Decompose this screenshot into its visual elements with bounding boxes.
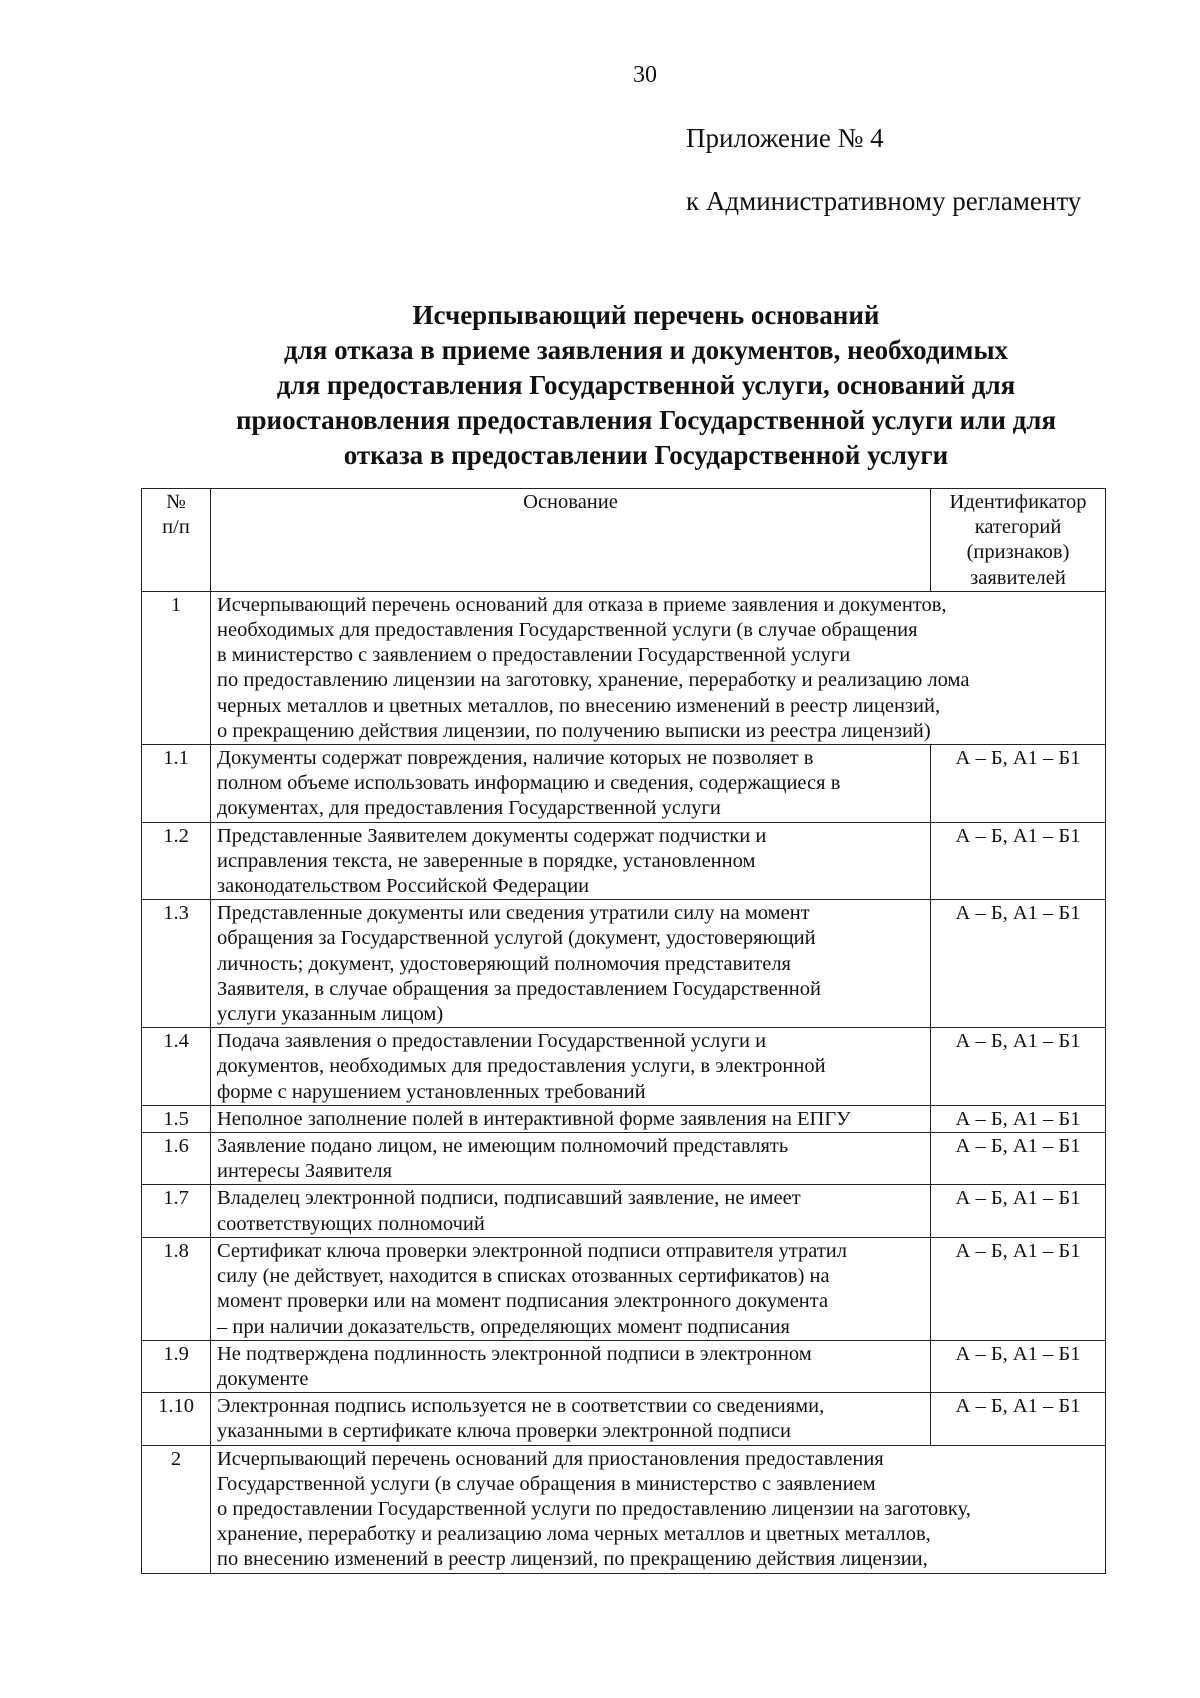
basis-cell: [211, 822, 931, 900]
section-heading-cell: [211, 591, 1106, 744]
title-line: для отказа в приеме заявления и документов, необходимых: [283, 335, 1009, 365]
basis-cell: [211, 745, 931, 823]
title-line: отказа в предоставлении Государственной услуги: [343, 440, 949, 470]
row-number: 1.10: [142, 1393, 211, 1445]
basis-line: необходимых для предоставления Государственной услуги (в случае обращения: [217, 619, 918, 642]
table-row: [142, 1133, 1106, 1185]
basis-line: интересы Заявителя: [217, 1160, 393, 1183]
basis-cell: [211, 1393, 931, 1445]
grounds-table: [141, 488, 1106, 1574]
applicant-category-cell: А – Б, А1 – Б1: [931, 900, 1106, 1028]
basis-line: Заявление подано лицом, не имеющим полномочий представлять: [217, 1135, 789, 1158]
table-row: [142, 1105, 1106, 1132]
appendix-label: Приложение № 4: [686, 123, 884, 153]
basis-line: Представленные Заявителем документы содержат подчистки и: [217, 824, 767, 847]
row-number: 1.3: [142, 900, 211, 1028]
title-line: Исчерпывающий перечень оснований: [412, 300, 880, 330]
table-row: [142, 591, 1106, 744]
table-row: [142, 1340, 1106, 1392]
applicant-category-cell: А – Б, А1 – Б1: [931, 1340, 1106, 1392]
basis-line: Государственной услуги (в случае обращения в министерство с заявлением: [217, 1472, 876, 1495]
basis-line: услуги указанным лицом): [217, 1003, 444, 1026]
basis-line: Представленные документы или сведения утратили силу на момент: [217, 902, 810, 925]
basis-line: Электронная подпись используется не в соответствии со сведениями,: [217, 1395, 825, 1418]
basis-line: исправления текста, не заверенные в порядке, установленном: [217, 849, 756, 872]
applicant-category-cell: А – Б, А1 – Б1: [931, 1393, 1106, 1445]
row-number: 1.1: [142, 745, 211, 823]
title-line: приостановления предоставления Государственной услуги или для: [235, 405, 1057, 435]
appendix-reference: к Административному регламенту: [686, 186, 1082, 216]
applicant-category-cell: А – Б, А1 – Б1: [931, 1133, 1106, 1185]
basis-line: хранение, переработку и реализацию лома черных металлов и цветных металлов,: [217, 1523, 931, 1546]
applicant-category-cell: А – Б, А1 – Б1: [931, 1105, 1106, 1132]
basis-cell: [211, 1028, 931, 1106]
header-number: [142, 489, 211, 592]
row-number: 1: [142, 591, 211, 744]
table-row: [142, 745, 1106, 823]
row-number: 1.2: [142, 822, 211, 900]
header-identifier: [931, 489, 1106, 592]
applicant-category-cell: А – Б, А1 – Б1: [931, 1028, 1106, 1106]
basis-line: Документы содержат повреждения, наличие которых не позволяет в: [217, 747, 814, 770]
header-number-line: п/п: [162, 516, 190, 539]
basis-line: Владелец электронной подписи, подписавший заявление, не имеет: [217, 1187, 801, 1210]
basis-line: полном объеме использовать информацию и сведения, содержащиеся в: [217, 772, 841, 795]
basis-line: в министерство с заявлением о предоставлении Государственной услуги: [217, 644, 851, 667]
basis-cell: [211, 1105, 931, 1132]
header-identifier-line: категорий: [974, 516, 1062, 539]
header-row: [142, 489, 1106, 592]
basis-line: документов, необходимых для предоставления услуги, в электронной: [217, 1055, 826, 1078]
document-title: [140, 298, 1152, 473]
applicant-category-cell: А – Б, А1 – Б1: [931, 822, 1106, 900]
basis-cell: [211, 900, 931, 1028]
row-number: 1.8: [142, 1237, 211, 1340]
title-line: для предоставления Государственной услуги, оснований для: [276, 370, 1016, 400]
basis-line: документах, для предоставления Государственной услуги: [217, 797, 721, 820]
basis-cell: [211, 1185, 931, 1237]
basis-line: указанными в сертификате ключа проверки электронной подписи: [217, 1420, 791, 1443]
applicant-category-cell: А – Б, А1 – Б1: [931, 745, 1106, 823]
row-number: 1.6: [142, 1133, 211, 1185]
header-number-line: №: [166, 491, 186, 513]
basis-line: Исчерпывающий перечень оснований для приостановления предоставления: [217, 1447, 884, 1470]
basis-line: черных металлов и цветных металлов, по внесению изменений в реестр лицензий,: [217, 694, 941, 717]
basis-line: форме с нарушением установленных требований: [217, 1080, 646, 1103]
table-header: [142, 489, 1106, 592]
row-number: 2: [142, 1445, 211, 1573]
basis-line: по предоставлению лицензии на заготовку, хранение, переработку и реализацию лома: [217, 669, 970, 692]
table-row: [142, 1185, 1106, 1237]
basis-line: Заявителя, в случае обращения за предоставлением Государственной: [217, 977, 821, 1000]
basis-line: законодательством Российской Федерации: [217, 875, 590, 898]
basis-line: личность; документ, удостоверяющий полномочия представителя: [217, 952, 791, 975]
header-identifier-line: заявителей: [970, 566, 1066, 589]
basis-line: Исчерпывающий перечень оснований для отказа в приеме заявления и документов,: [217, 593, 947, 616]
section-heading-cell: [211, 1445, 1106, 1573]
basis-line: Подача заявления о предоставлении Государственной услуги и: [217, 1030, 767, 1053]
table-body: [142, 591, 1106, 1573]
basis-line: момент проверки или на момент подписания электронного документа: [217, 1290, 829, 1313]
header-identifier-line: Идентификатор: [949, 491, 1087, 513]
applicant-category-cell: А – Б, А1 – Б1: [931, 1185, 1106, 1237]
basis-line: Неполное заполнение полей в интерактивной форме заявления на ЕПГУ: [217, 1107, 851, 1130]
basis-line: о предоставлении Государственной услуги по предоставлению лицензии на заготовку,: [217, 1497, 971, 1520]
basis-line: соответствующих полномочий: [217, 1212, 485, 1235]
basis-line: документе: [217, 1367, 309, 1390]
row-number: 1.9: [142, 1340, 211, 1392]
header-basis: Основание: [211, 489, 931, 592]
basis-line: Сертификат ключа проверки электронной подписи отправителя утратил: [217, 1239, 848, 1262]
table-row: [142, 1393, 1106, 1445]
basis-line: Не подтверждена подлинность электронной подписи в электронном: [217, 1342, 812, 1365]
table-row: [142, 822, 1106, 900]
table-row: [142, 900, 1106, 1028]
basis-cell: [211, 1237, 931, 1340]
row-number: 1.5: [142, 1105, 211, 1132]
table-row: [142, 1445, 1106, 1573]
applicant-category-cell: А – Б, А1 – Б1: [931, 1237, 1106, 1340]
basis-line: обращения за Государственной услугой (документ, удостоверяющий: [217, 927, 816, 950]
table-row: [142, 1028, 1106, 1106]
page-number: 30: [633, 62, 657, 88]
basis-cell: [211, 1340, 931, 1392]
header-identifier-line: (признаков): [966, 541, 1070, 564]
row-number: 1.4: [142, 1028, 211, 1106]
basis-line: силу (не действует, находится в списках отозванных сертификатов) на: [217, 1265, 830, 1288]
basis-line: о прекращению действия лицензии, по получению выписки из реестра лицензий): [217, 719, 931, 742]
basis-line: по внесению изменений в реестр лицензий, по прекращению действия лицензии,: [217, 1548, 928, 1571]
row-number: 1.7: [142, 1185, 211, 1237]
basis-cell: [211, 1133, 931, 1185]
basis-line: – при наличии доказательств, определяющих момент подписания: [217, 1315, 790, 1338]
table-row: [142, 1237, 1106, 1340]
